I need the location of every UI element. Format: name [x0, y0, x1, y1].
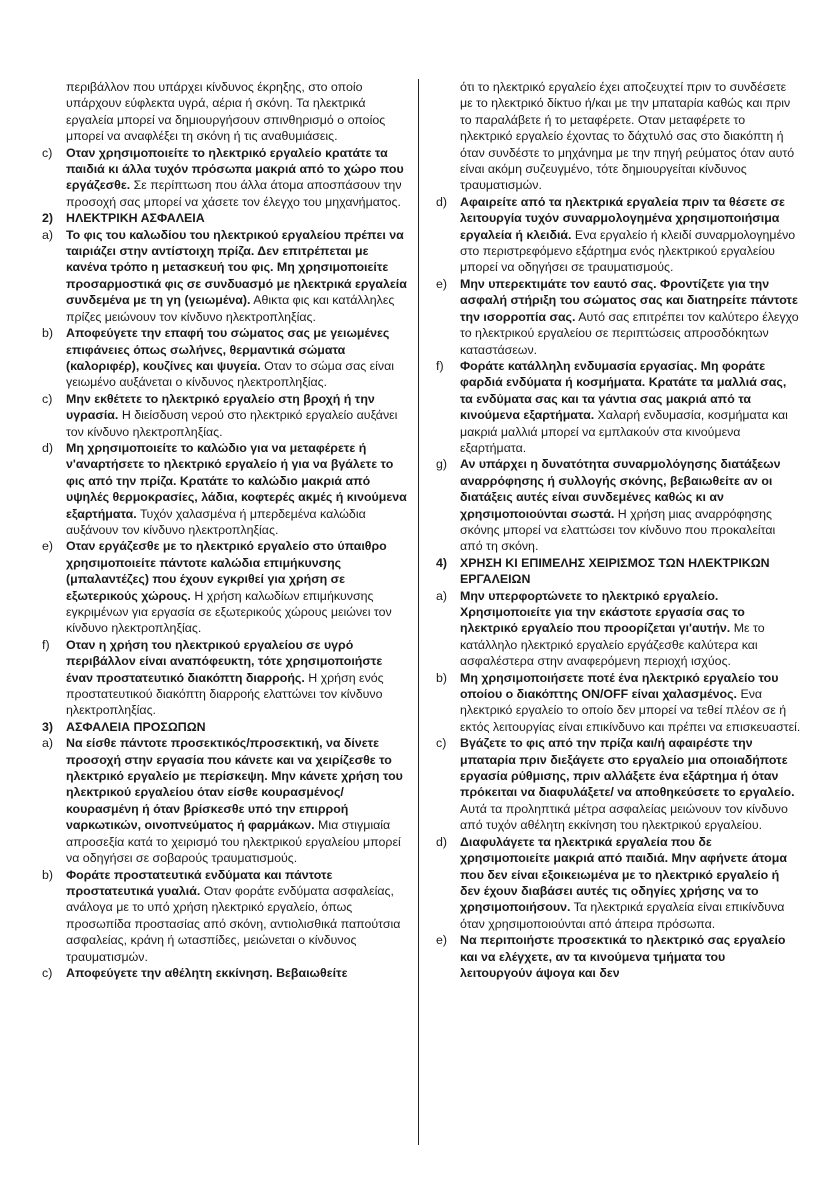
item-instruction: Φοράτε προστατευτικά ενδύματα και πάντοτε προστατευτικά γυαλιά.: [66, 867, 333, 898]
list-item: [436, 735, 801, 833]
list-item: [42, 867, 407, 965]
item-instruction: Διαφυλάγετε τα ηλεκτρικά εργαλεία που δε χρησιμοποιείτε μακριά από παιδιά. Μην αφήνετε άτομα που δεν είναι εξοικειωμένα με το ηλεκτρικό εργαλείο ή δεν έχουν διαβάσει αυτές τις οδηγίες χρήσης να το χρησιμοποιήσουν.: [460, 834, 787, 915]
section-title: ΧΡΗΣΗ ΚΙ ΕΠΙΜΕΛΗΣ ΧΕΙΡΙΣΜΟΣ ΤΩΝ ΗΛΕΚΤΡΙΚΩΝ ΕΡΓΑΛΕΙΩΝ: [460, 555, 770, 587]
item-explanation: Σε περίπτωση που άλλα άτομα αποσπάσουν την προσοχή σας μπορεί να χάσετε τον έλεγχο του μηχανήματος.: [66, 178, 402, 209]
item-letter: f): [436, 358, 444, 373]
item-letter: c): [436, 736, 447, 751]
item-explanation: Η χρήση μιας αναρρόφησης σκόνης μπορεί να ελαττώσει τον κίνδυνο που προκαλείται από τη σκόνη.: [460, 506, 776, 554]
item-instruction: Βγάζετε το φις από την πρίζα και/ή αφαιρέστε την μπαταρία πριν διεξάγετε στο εργαλείο μια οποιαδήποτε εργασία ρύθμισης, πριν αλλάξετε ένα εξάρτημα ή όταν πρόκειται να διαφυλάξετε/ να αποθηκεύσετε το εργαλείο.: [460, 736, 795, 800]
item-letter: b): [42, 326, 54, 341]
item-letter: a): [436, 588, 448, 603]
item-explanation: Τα ηλεκτρικά εργαλεία είναι επικίνδυνα όταν χρησιμοποιούνται από άπειρα πρόσωπα.: [460, 900, 785, 931]
item-letter: b): [436, 670, 448, 685]
item-letter: c): [42, 145, 53, 160]
item-instruction: Αφαιρείτε από τα ηλεκτρικά εργαλεία πριν τα θέσετε σε λειτουργία τυχόν συναρμολογημένα χρησιμοποιήσιμα εργαλεία ή κλειδιά.: [460, 194, 785, 242]
section-heading: [42, 210, 407, 226]
item-explanation: Η χρήση ενός προστατευτικού διακόπτη διαρροής ελαττώνει τον κίνδυνο ηλεκτροπληξίας.: [66, 670, 384, 718]
item-letter: e): [42, 539, 54, 554]
item-explanation: Αυτό σας επιτρέπει τον καλύτερο έλεγχο το ηλεκτρικού εργαλείου σε περιπτώσεις απροσδόκητων καταστάσεων.: [460, 309, 799, 357]
item-letter: c): [42, 391, 53, 406]
item-letter: e): [436, 276, 448, 291]
item-letter: a): [42, 227, 54, 242]
item-explanation: Τα ηλεκτρικά εργαλεία μπορεί να δημιουργήσουν σπινθηρισμό ο οποίος μπορεί να αναφλέξει τη σκόνη ή τις αναθυμιάσεις.: [66, 96, 386, 144]
item-instruction: Οταν η χρήση του ηλεκτρικού εργαλείου σε υγρό περιβάλλον είναι αναπόφευκτη, τότε χρησιμοποιήστε έναν προστατευτικό διακόπτη διαρροής.: [66, 637, 383, 685]
list-item: [42, 735, 407, 866]
list-item: [436, 276, 801, 358]
list-item: [42, 145, 407, 211]
list-item: [436, 588, 801, 670]
item-explanation: Αθικτα φις και κατάλληλες πρίζες μειώνουν τον κίνδυνο ηλεκτροπληξίας.: [66, 293, 395, 324]
item-instruction: Αν υπάρχει η δυνατότητα συναρμολόγησης διατάξεων αναρρόφησης ή συλλογής σκόνης, βεβαιωθείτε αν οι διατάξεις αυτές είναι συνδεμένες καθώς κι αν χρησιμοποιούνται σωστά.: [460, 457, 781, 521]
section-number: 2): [42, 211, 54, 226]
left-column: [42, 79, 407, 981]
section-title: ΗΛΕΚΤΡΙΚΗ ΑΣΦΑΛΕΙΑ: [66, 211, 205, 226]
list-item-continuation: [436, 79, 801, 194]
item-letter: d): [436, 194, 448, 209]
list-item: [436, 834, 801, 932]
item-instruction: περιβάλλον που υπάρχει κίνδυνος έκρηξης, στο οποίο υπάρχουν εύφλεκτα υγρά, αέρια ή σκόνη.: [66, 80, 363, 111]
item-explanation: Οταν το σώμα σας είναι γειωμένο αυξάνεται ο κίνδυνος ηλεκτροπληξίας.: [66, 358, 395, 390]
item-instruction: Οταν χρησιμοποιείτε το ηλεκτρικό εργαλείο κρατάτε τα παιδιά κι άλλα τυχόν πρόσωπα μακριά από το χώρο που εργάζεσθε.: [66, 145, 404, 193]
list-item: [42, 440, 407, 538]
section-heading: [42, 719, 407, 735]
item-instruction: Να περιποιήστε προσεκτικά το ηλεκτρικό σας εργαλείο και να ελέγχετε, αν τα κινούμενα τμήματα του λειτουργούν άψογα και δεν: [460, 933, 786, 980]
list-item: [436, 194, 801, 276]
item-instruction: Να είσθε πάντοτε προσεκτικός/προσεκτική, να δίνετε προσοχή στην εργασία που κάνετε και να χειρίζεσθε το ηλεκτρικό εργαλείο με περίσκεψη. Μην κάνετε χρήση του ηλεκτρικού εργαλείου όταν είσθε κουρασμένος/κουρασμένη ή όταν βρίσκεσθε υπό την επιρροή ναρκωτικών, οινοπνεύματος ή φαρμάκων.: [66, 736, 403, 833]
item-letter: e): [436, 933, 448, 948]
item-instruction: Φοράτε κατάλληλη ενδυμασία εργασίας. Μη φοράτε φαρδιά ενδύματα ή κοσμήματα. Κρατάτε τα μαλλιά σας, τα ενδύματα σας και τα γάντια σας μακριά από τα κινούμενα εξαρτήματα.: [460, 358, 787, 423]
item-instruction: Το φις του καλωδίου του ηλεκτρικού εργαλείου πρέπει να ταιριάζει στην αντίστοιχη πρίζα. Δεν επιτρέπεται με κανένα τρόπο η μετασκευή του φις. Μη χρησιμοποιείτε προσαρμοστικά φις σε συνδυασμό με ηλεκτρικά εργαλεία συνδεμένα με τη γη (γειωμένα).: [66, 227, 407, 308]
section-number: 3): [42, 719, 54, 734]
list-item: [42, 637, 407, 719]
section-heading: [436, 555, 801, 588]
item-explanation: Η χρήση καλωδίων επιμήκυνσης εγκριμένων για εργασία σε εξωτερικούς χώρους μειώνει τον κίνδυνο ηλεκτροπληξίας.: [66, 588, 392, 636]
item-instruction: Οταν εργάζεσθε με το ηλεκτρικό εργαλείο στο ύπαιθρο χρησιμοποιείτε πάντοτε καλώδια επιμήκυνσης (μπαλαντέζες) που έχουν εγκριθεί για χρήση σε εξωτερικούς χώρους.: [66, 539, 387, 603]
section-number: 4): [436, 555, 448, 570]
item-instruction: Μην εκθέτετε το ηλεκτρικό εργαλείο στη βροχή ή την υγρασία.: [66, 391, 375, 423]
item-instruction: Μη χρησιμοποιήσετε ποτέ ένα ηλεκτρικό εργαλείο του οποίου ο διακόπτης ON/OFF είναι χαλασμένος.: [460, 670, 779, 702]
item-explanation: Χαλαρή ενδυμασία, κοσμήματα και μακριά μαλλιά μπορεί να εμπλακούν στα κινούμενα εξαρτήματα.: [460, 408, 788, 455]
item-explanation: Ενα ηλεκτρικό εργαλείο το οποίο δεν μπορεί να τεθεί πλέον σε ή εκτός λειτουργίας είναι επικίνδυνο και πρέπει να επισκευαστεί.: [460, 687, 801, 734]
item-letter: a): [42, 736, 54, 751]
item-explanation: Τυχόν χαλασμένα ή μπερδεμένα καλώδια αυξάνουν τον κίνδυνο ηλεκτροπληξίας.: [66, 506, 366, 537]
column-divider: [418, 79, 419, 1145]
item-explanation: Η διείσδυση νερού στο ηλεκτρικό εργαλείο αυξάνει τον κίνδυνο ηλεκτροπληξίας.: [66, 408, 398, 439]
item-explanation: Οταν μεταφέρετε το ηλεκτρικό εργαλείο έχοντας το δάχτυλό σας στο διακόπτη ή όταν συνδέστε το μηχάνημα με την πηγή ρεύματος όταν αυτό είναι ακόμη συζευγμένο, τότε δημιουργείται κίνδυνος τραυματισμών.: [460, 112, 795, 193]
item-instruction: Μη χρησιμοποιείτε το καλώδιο για να μεταφέρετε ή ν'αναρτήσετε το ηλεκτρικό εργαλείο ή για να βγάλετε το φις από την πρίζα. Κρατάτε το καλώδιο μακριά από υψηλές θερμοκρασίες, λάδια, κοφτερές ακμές ή κινούμενα εξαρτήματα.: [66, 440, 407, 521]
list-item: [436, 670, 801, 736]
list-item: [436, 456, 801, 554]
list-item: [42, 538, 407, 636]
item-instruction: Μην υπερεκτιμάτε τον εαυτό σας. Φροντίζετε για την ασφαλή στήριξη του σώματος σας και διατηρείτε πάντοτε την ισορροπία σας.: [460, 276, 798, 324]
item-instruction: ότι το ηλεκτρικό εργαλείο έχει αποζευχτεί πριν το συνδέσετε με το ηλεκτρικό δίκτυο ή/και με την μπαταρία καθώς και πριν το παραλάβετε ή το μεταφέρετε.: [460, 80, 791, 127]
item-letter: b): [42, 867, 54, 882]
item-explanation: Αυτά τα προληπτικά μέτρα ασφαλείας μειώνουν τον κίνδυνο από τυχόν αθέλητη εκκίνηση του ηλεκτρικού εργαλείου.: [460, 801, 788, 833]
list-item: [42, 965, 407, 981]
item-instruction: Μην υπερφορτώνετε το ηλεκτρικό εργαλείο. Χρησιμοποιείτε για την εκάστοτε εργασία σας το ηλεκτρικό εργαλείο που προορίζεται γι'αυτήν.: [460, 588, 745, 636]
item-explanation: Μια στιγμιαία απροσεξία κατά το χειρισμό του ηλεκτρικού εργαλείου μπορεί να οδηγήσει σε σοβαρούς τραυματισμούς.: [66, 818, 401, 866]
item-letter: c): [42, 965, 53, 980]
item-explanation: Με το κατάλληλο ηλεκτρικό εργαλείο εργάζεσθε καλύτερα και ασφαλέστερα στην αναφερόμενη περιοχή ισχύος.: [460, 621, 765, 669]
list-item: [42, 391, 407, 440]
item-instruction: Αποφεύγετε την αθέλητη εκκίνηση. Βεβαιωθείτε: [66, 965, 348, 980]
list-item: [436, 932, 801, 981]
list-item: [42, 325, 407, 391]
list-item: [436, 358, 801, 456]
item-instruction: Αποφεύγετε την επαφή του σώματος σας με γειωμένες επιφάνειες όπως σωλήνες, θερμαντικά σώματα (καλοριφέρ), κουζίνες και ψυγεία.: [66, 326, 390, 373]
item-explanation: Ενα εργαλείο ή κλειδί συναρμολογημένο στο περιστρεφόμενο εξάρτημα ενός ηλεκτρικού εργαλείου μπορεί να οδηγήσει σε τραυματισμούς.: [460, 227, 796, 275]
list-item-continuation: [42, 79, 407, 145]
list-item: [42, 227, 407, 325]
item-explanation: Οταν φοράτε ενδύματα ασφαλείας, ανάλογα με το υπό χρήση ηλεκτρικό εργαλείο, όπως προσωπίδα προστασίας από σκόνη, αντιολισθικά παπούτσια ασφαλείας, κράνη ή ωτασπίδες, μειώνεται ο κίνδυνος τραυματισμών.: [66, 883, 401, 964]
section-title: ΑΣΦΑΛΕΙΑ ΠΡΟΣΩΠΩΝ: [66, 719, 206, 734]
item-letter: d): [436, 834, 448, 849]
item-letter: d): [42, 440, 54, 455]
item-letter: f): [42, 637, 50, 652]
right-column: [436, 79, 801, 981]
item-letter: g): [436, 457, 448, 472]
